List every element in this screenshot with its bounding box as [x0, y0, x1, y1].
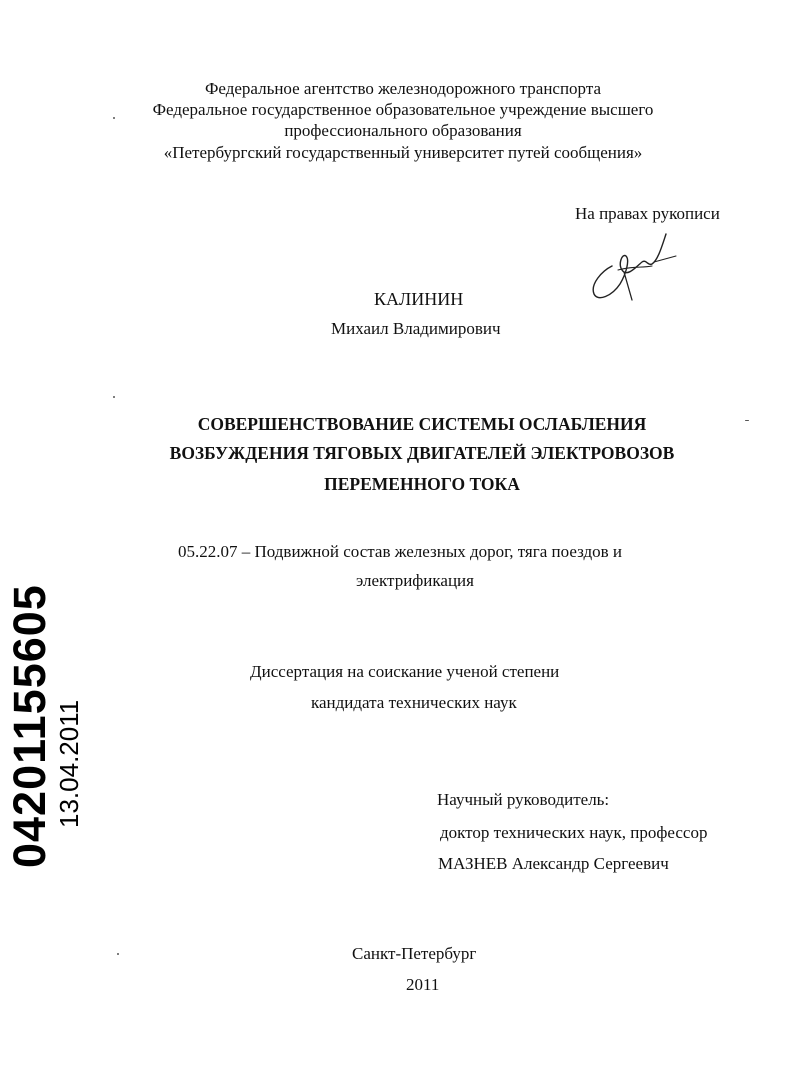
- manuscript-rights-note: На правах рукописи: [575, 204, 720, 223]
- year: 2011: [406, 975, 440, 994]
- institution-line: Федеральное государственное образовательное учреждение высшего: [152, 100, 654, 119]
- institution-line-continued: профессионального образования: [284, 121, 522, 140]
- degree-statement: Диссертация на соискание ученой степени: [250, 662, 560, 681]
- signature: [582, 226, 682, 304]
- dissertation-title-line-2: ВОЗБУЖДЕНИЯ ТЯГОВЫХ ДВИГАТЕЛЕЙ ЭЛЕКТРОВОЗОВ: [169, 443, 675, 463]
- specialty-code-line-continued: электрификация: [356, 571, 474, 590]
- author-given-name: Михаил Владимирович: [331, 319, 501, 338]
- city: Санкт-Петербург: [352, 944, 477, 963]
- scan-speck: [745, 420, 749, 421]
- dissertation-title-line-3: ПЕРЕМЕННОГО ТОКА: [324, 474, 520, 494]
- advisor-label: Научный руководитель:: [437, 790, 610, 809]
- university-name: «Петербургский государственный университет путей сообщения»: [163, 143, 643, 162]
- degree-name: кандидата технических наук: [311, 693, 517, 712]
- scan-speck: [117, 953, 119, 955]
- scan-speck: [113, 117, 115, 119]
- library-stamp-number: 04201155605: [4, 584, 55, 868]
- scan-speck: [113, 396, 115, 398]
- specialty-code-line: 05.22.07 – Подвижной состав железных дорог, тяга поездов и: [178, 542, 623, 561]
- author-surname: КАЛИНИН: [374, 289, 464, 309]
- advisor-name: МАЗНЕВ Александр Сергеевич: [438, 854, 669, 873]
- advisor-title: доктор технических наук, профессор: [440, 823, 708, 842]
- dissertation-title-line-1: СОВЕРШЕНСТВОВАНИЕ СИСТЕМЫ ОСЛАБЛЕНИЯ: [197, 414, 647, 434]
- agency-line: Федеральное агентство железнодорожного транспорта: [204, 79, 602, 98]
- library-stamp-date: 13.04.2011: [54, 699, 84, 828]
